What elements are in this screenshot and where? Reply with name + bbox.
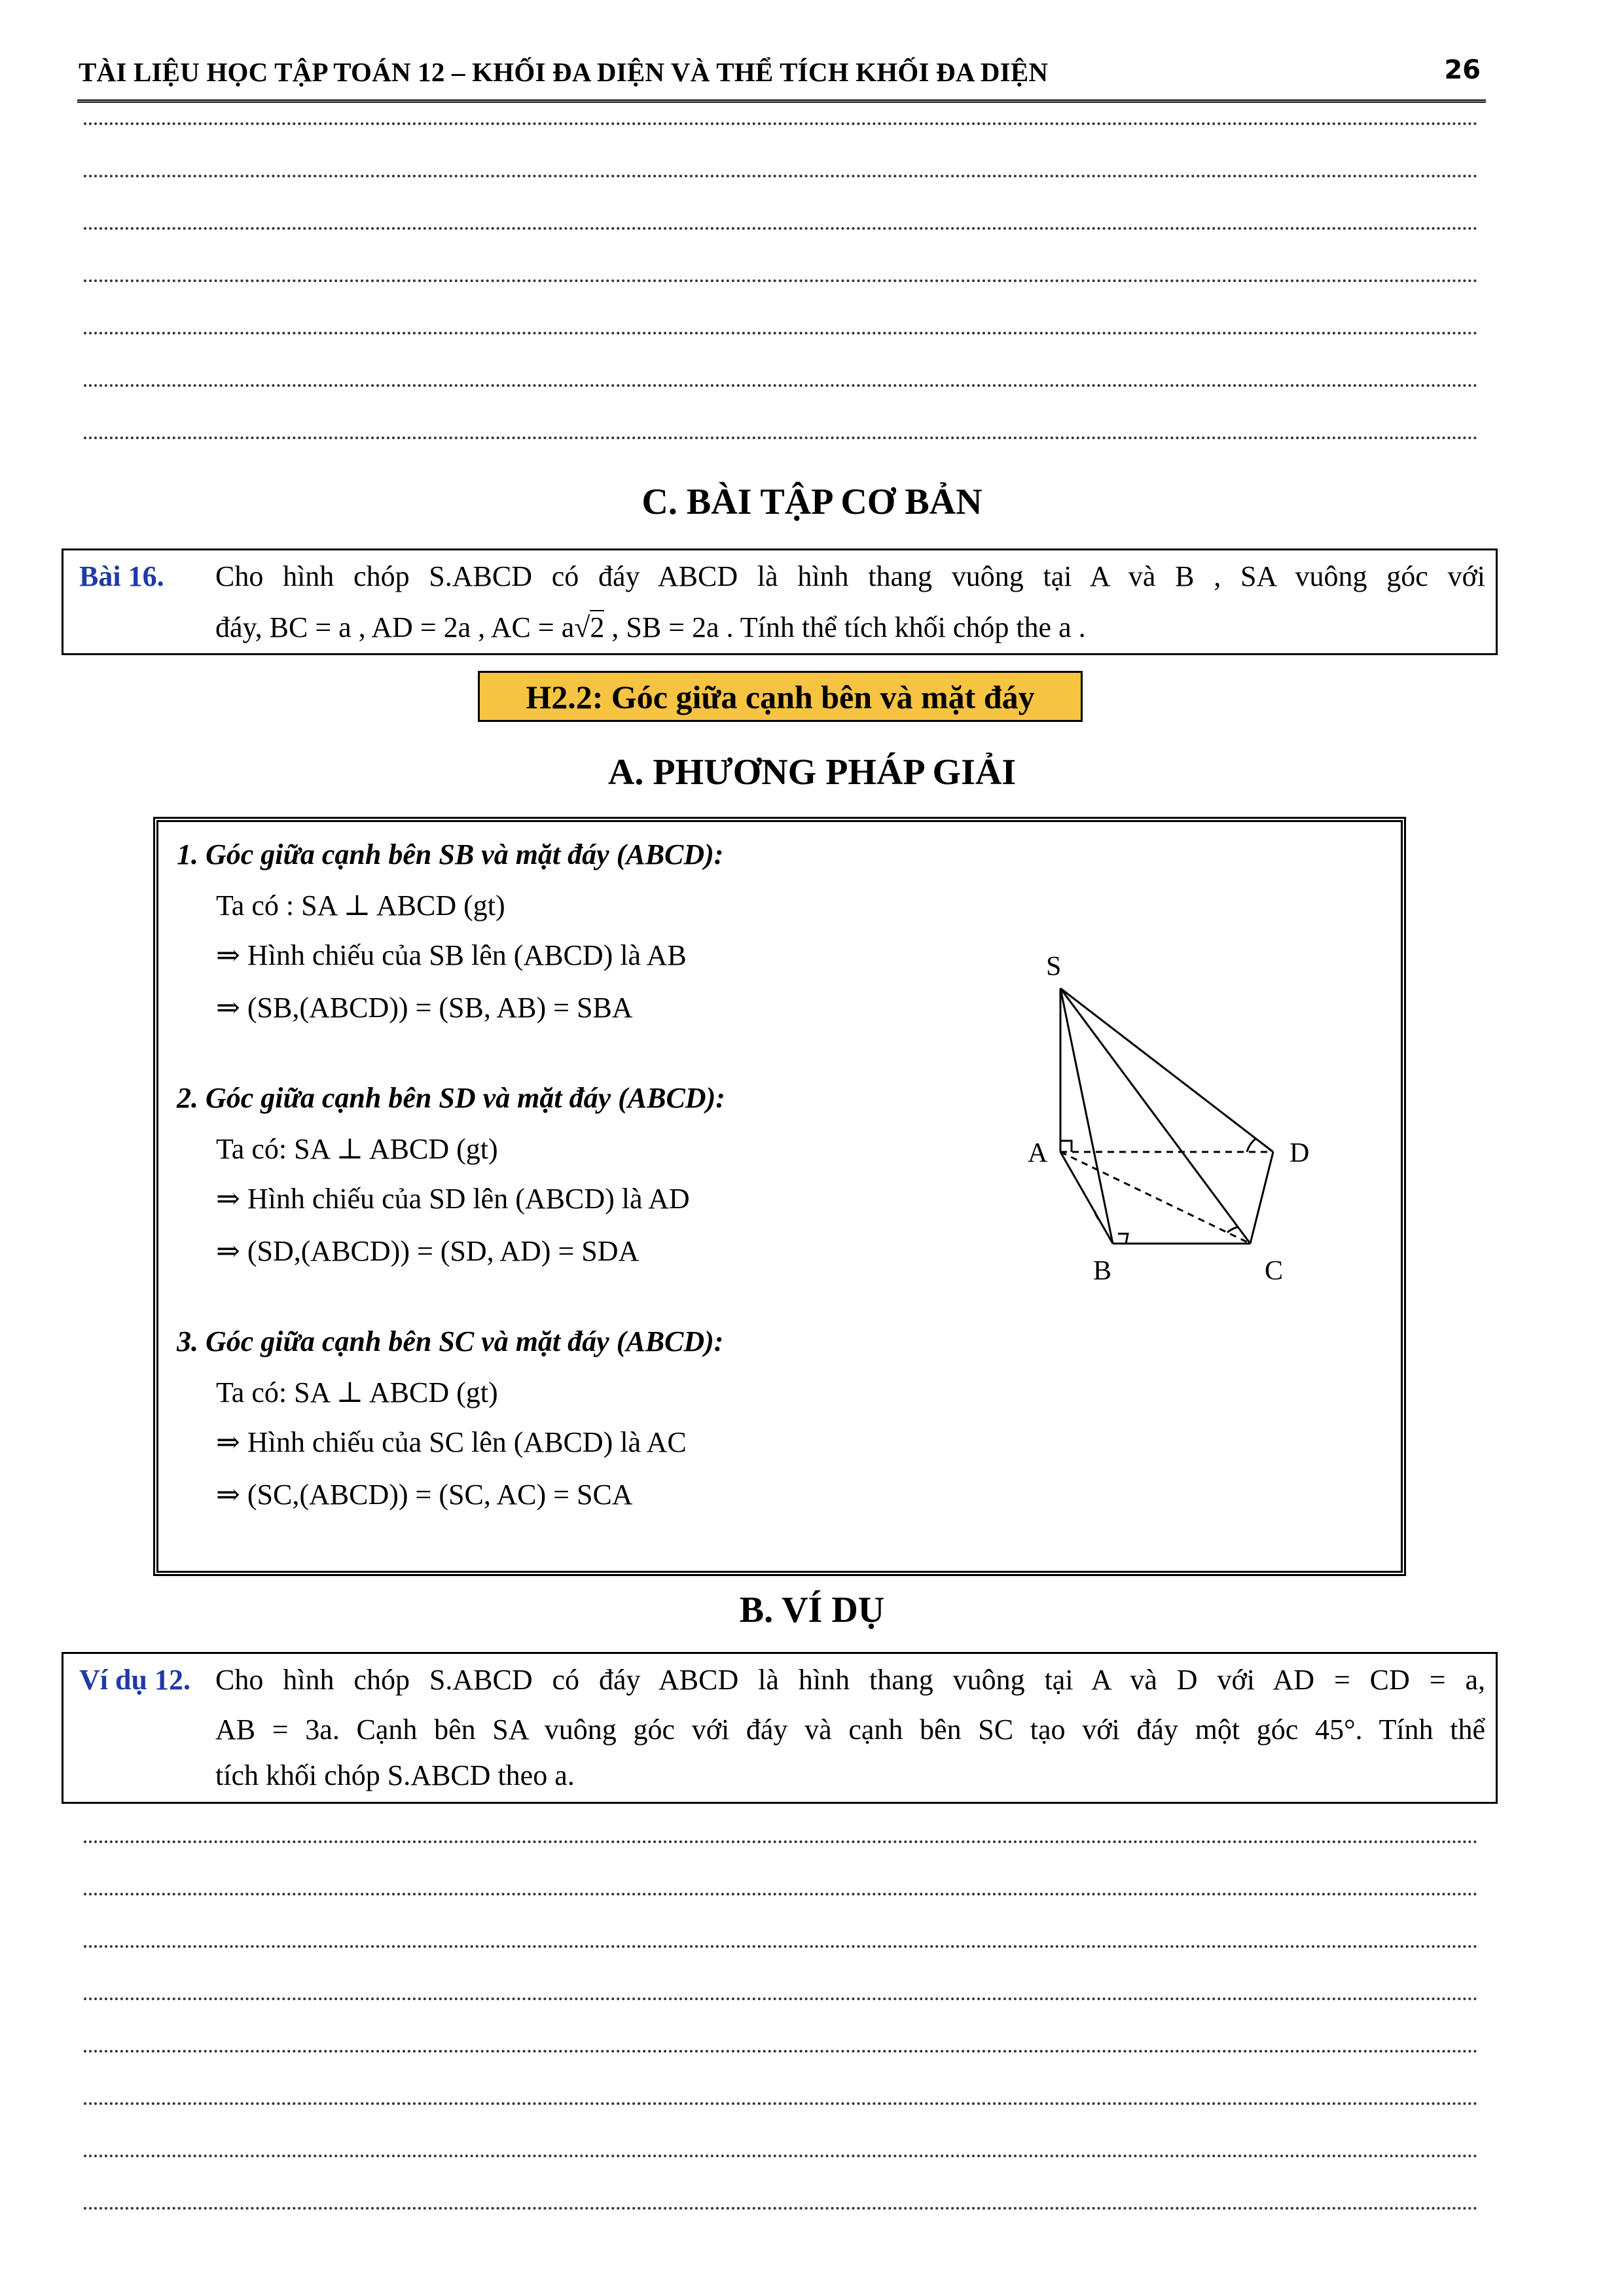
section-a-title: A. PHƯƠNG PHÁP GIẢI [607,752,1017,793]
angle-arc-D [1247,1139,1255,1152]
exercise-16-line2-suffix: , SB = 2a . Tính thể tích khối chóp the a . [604,611,1086,643]
answer-line [84,2050,1478,2053]
example-12-box [62,1652,1498,1804]
answer-line [84,2102,1478,2105]
sqrt-radicand: 2 [590,611,605,643]
pyramid-figure [1008,936,1348,1289]
answer-line [84,1945,1478,1948]
method-item2-given: Ta có: SA ⊥ ABCD (gt) [216,1133,498,1165]
exercise-16-line1: Cho hình chóp S.ABCD có đáy ABCD là hình thang vuông tại A và B , SA vuông góc với [215,560,1485,592]
section-c-title: C. BÀI TẬP CƠ BẢN [641,482,983,522]
answer-line [84,1893,1478,1895]
edge-SD [1060,988,1273,1152]
exercise-16-box [62,548,1498,655]
example-12-line2: AB = 3a. Cạnh bên SA vuông góc với đáy và cạnh bên SC tạo với đáy một góc 45°. Tính thể [215,1713,1485,1746]
section-b-title: B. VÍ DỤ [739,1590,885,1630]
answer-line [84,175,1478,177]
answer-line [84,122,1478,125]
answer-line [84,1998,1478,2000]
answer-line [84,2155,1478,2157]
answer-line [84,227,1478,230]
method-item2-heading: 2. Góc giữa cạnh bên SD và mặt đáy (ABCD): [177,1082,725,1114]
exercise-16-line2 [215,611,1086,644]
page-number: 26 [1444,55,1481,85]
method-item3-projection: ⇒ Hình chiếu của SC lên (ABCD) là AC [216,1426,687,1458]
exercise-16-label: Bài 16. [79,560,164,592]
edge-SB [1060,988,1113,1244]
answer-line [84,1840,1478,1843]
angle-arc-B [1094,1211,1100,1221]
answer-line [84,332,1478,334]
answer-line [84,2207,1478,2210]
example-12-line3: tích khối chóp S.ABCD theo a. [215,1759,575,1791]
vertex-label-D: D [1290,1138,1310,1168]
method-item3-angle: ⇒ (SC,(ABCD)) = (SC, AC) = SCA [216,1479,633,1511]
vertex-label-C: C [1265,1256,1284,1286]
vertex-label-B: B [1093,1256,1112,1286]
example-12-label: Ví dụ 12. [79,1664,190,1696]
topic-h22-tag: H2.2: Góc giữa cạnh bên và mặt đáy [478,671,1083,722]
vertex-label-S: S [1046,952,1062,982]
method-item2-angle: ⇒ (SD,(ABCD)) = (SD, AD) = SDA [216,1235,640,1267]
method-item1-projection: ⇒ Hình chiếu của SB lên (ABCD) là AB [216,939,687,971]
header-title: TÀI LIỆU HỌC TẬP TOÁN 12 – KHỐI ĐA DIỆN VÀ THỂ TÍCH KHỐI ĐA DIỆN [79,57,1049,87]
answer-line [84,279,1478,282]
edge-SC [1060,988,1250,1244]
edge-AB [1060,1152,1113,1244]
edge-AC [1060,1152,1250,1244]
method-item1-given: Ta có : SA ⊥ ABCD (gt) [216,889,505,922]
exercise-16-line2-prefix: đáy, BC = a , AD = 2a , AC = a [215,611,575,643]
answer-line [84,437,1478,439]
method-item2-projection: ⇒ Hình chiếu của SD lên (ABCD) là AD [216,1183,690,1215]
edge-CD [1250,1152,1273,1244]
method-item1-heading: 1. Góc giữa cạnh bên SB và mặt đáy (ABCD): [177,838,724,870]
example-12-line1: Cho hình chóp S.ABCD có đáy ABCD là hình thang vuông tại A và D với AD = CD = a, [215,1664,1485,1696]
right-angle-B [1118,1234,1128,1244]
method-item3-given: Ta có: SA ⊥ ABCD (gt) [216,1376,498,1408]
vertex-label-A: A [1028,1138,1048,1168]
angle-arc-C [1227,1227,1237,1232]
method-item1-angle: ⇒ (SB,(ABCD)) = (SB, AB) = SBA [216,992,633,1024]
page-header [77,52,1486,103]
right-angle-A [1060,1141,1072,1152]
sqrt-icon: √ [574,611,590,643]
answer-line [84,384,1478,387]
method-item3-heading: 3. Góc giữa cạnh bên SC và mặt đáy (ABCD): [177,1325,724,1357]
